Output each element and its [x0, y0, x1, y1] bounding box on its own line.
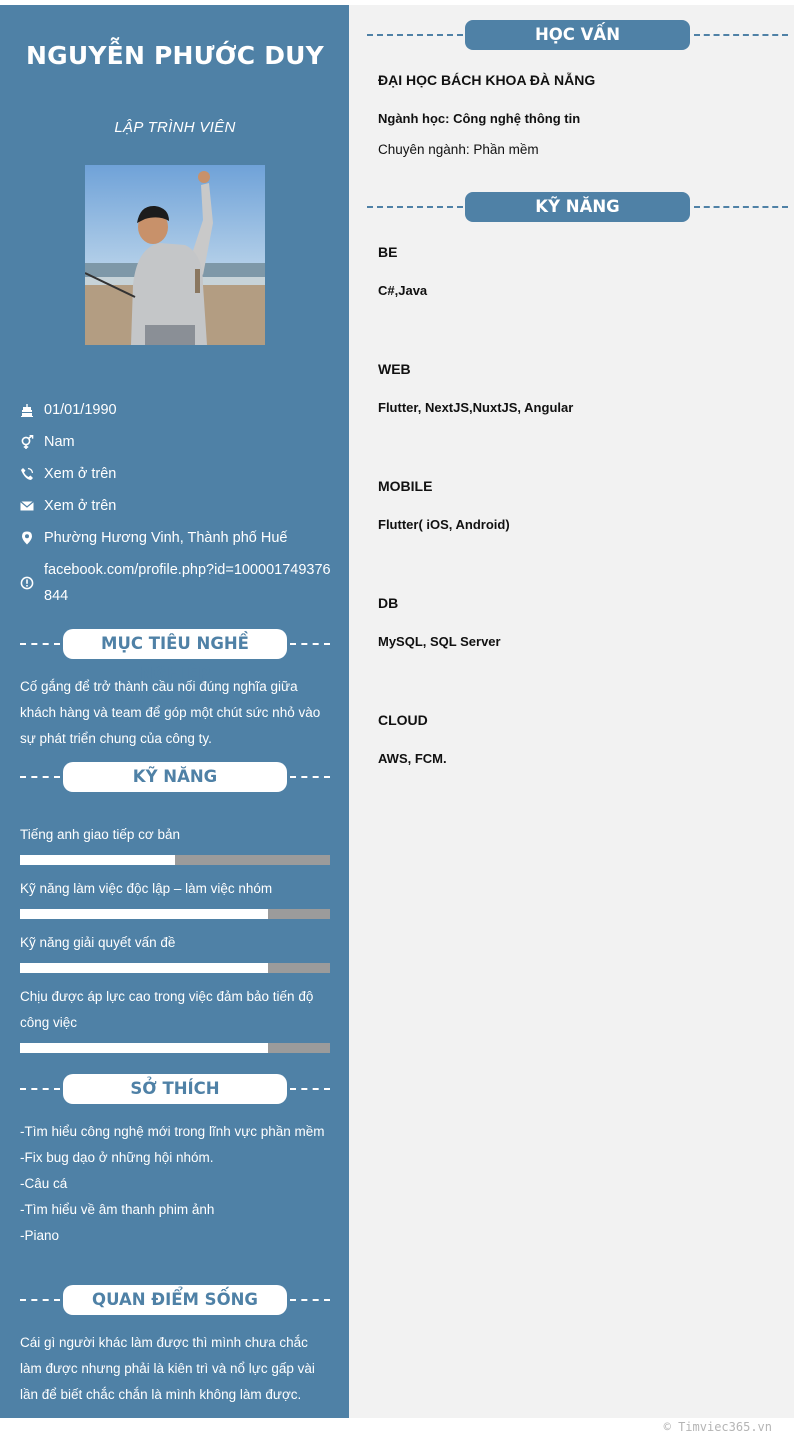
job-title: LẬP TRÌNH VIÊN	[114, 119, 236, 136]
life-view-title: QUAN ĐIỂM SỐNG	[63, 1285, 287, 1315]
skill-label: Tiếng anh giao tiếp cơ bản	[20, 827, 180, 842]
website-link[interactable]: facebook.com/profile.php?id=100001749376844	[44, 562, 331, 604]
contact-gender	[20, 429, 335, 455]
mail-icon	[20, 493, 44, 519]
hobbies-title: SỞ THÍCH	[63, 1074, 287, 1104]
skill-group-value: C#,Java	[378, 283, 428, 298]
gender-value: Nam	[44, 434, 75, 450]
skill-bar	[20, 855, 330, 865]
main-content	[349, 5, 794, 1418]
birthday-value: 01/01/1990	[44, 402, 117, 418]
footer-watermark: © Timviec365.vn	[663, 1420, 772, 1434]
location-icon	[20, 525, 44, 551]
skill-group-value: Flutter, NextJS,NuxtJS, Angular	[378, 400, 574, 415]
contact-phone	[20, 461, 335, 487]
contact-address	[20, 525, 335, 551]
school-name: ĐẠI HỌC BÁCH KHOA ĐÀ NẴNG	[378, 72, 596, 88]
skill-group-name: BE	[378, 244, 398, 260]
life-view-text: Cái gì người khác làm được thì mình chưa chắc làm được nhưng phải là kiên trì và nổ lực gấp vài lần để biết chắc chắn là mình không làm được.	[20, 1335, 315, 1402]
objective-title: MỤC TIÊU NGHỀ NGHIỆP	[63, 629, 287, 659]
sidebar	[0, 5, 349, 1418]
hobby-item: -Piano	[20, 1228, 60, 1243]
hobby-item: -Tìm hiểu về âm thanh phim ảnh	[20, 1202, 215, 1217]
skill-label: Kỹ năng làm việc độc lập – làm việc nhóm	[20, 881, 273, 896]
skill-label: Kỹ năng giải quyết vấn đề	[20, 935, 176, 950]
cake-icon	[20, 397, 44, 423]
objective-header	[20, 629, 330, 683]
tech-skills-title: KỸ NĂNG	[465, 192, 690, 222]
objective-text: Cố gắng để trở thành cầu nối đúng nghĩa giữa khách hàng và team để góp một chút sức nhỏ vào sự phát triển chung của công ty.	[20, 679, 321, 746]
skill-item	[20, 876, 330, 919]
education-specialization: Chuyên ngành: Phần mềm	[378, 142, 539, 157]
skill-group-name: DB	[378, 595, 399, 611]
cv-page	[0, 5, 794, 1418]
web-icon	[20, 570, 44, 596]
candidate-name: NGUYỄN PHƯỚC DUY	[26, 41, 324, 70]
skill-label: Chịu được áp lực cao trong việc đảm bảo tiến độ công việc	[20, 989, 314, 1030]
contact-birthday	[20, 397, 335, 423]
hobby-item: -Tìm hiểu công nghệ mới trong lĩnh vực phần mềm	[20, 1124, 325, 1139]
hobbies-list	[20, 1119, 332, 1249]
education-major: Ngành học: Công nghệ thông tin	[378, 111, 581, 126]
skill-group-name: WEB	[378, 361, 411, 377]
life-view-header	[20, 1285, 330, 1315]
skill-item	[20, 822, 330, 865]
address-value: Phường Hương Vinh, Thành phố Huế	[44, 530, 288, 546]
contact-email	[20, 493, 335, 519]
skill-group-value: MySQL, SQL Server	[378, 634, 501, 649]
hobby-item: -Câu cá	[20, 1176, 68, 1191]
email-value: Xem ở trên	[44, 498, 117, 514]
avatar	[85, 165, 265, 345]
skill-group-value: Flutter( iOS, Android)	[378, 517, 510, 532]
gender-icon	[20, 429, 44, 455]
skill-bar	[20, 909, 330, 919]
skill-item	[20, 984, 330, 1053]
hobby-item: -Fix bug dạo ở những hội nhóm.	[20, 1150, 214, 1165]
soft-skills-header	[20, 762, 330, 792]
contact-list	[20, 397, 335, 615]
skill-bar	[20, 1043, 330, 1053]
education-header	[367, 20, 788, 50]
education-title: HỌC VẤN	[465, 20, 690, 50]
hobbies-header	[20, 1074, 330, 1104]
skill-item	[20, 930, 330, 973]
contact-website	[20, 557, 335, 609]
skill-group-value: AWS, FCM.	[378, 751, 447, 766]
skill-bar	[20, 963, 330, 973]
soft-skills-title: KỸ NĂNG	[63, 762, 287, 792]
tech-skills-header	[367, 192, 788, 222]
phone-icon	[20, 461, 44, 487]
skill-group-name: MOBILE	[378, 478, 433, 494]
skill-group-name: CLOUD	[378, 712, 428, 728]
phone-value: Xem ở trên	[44, 466, 117, 482]
